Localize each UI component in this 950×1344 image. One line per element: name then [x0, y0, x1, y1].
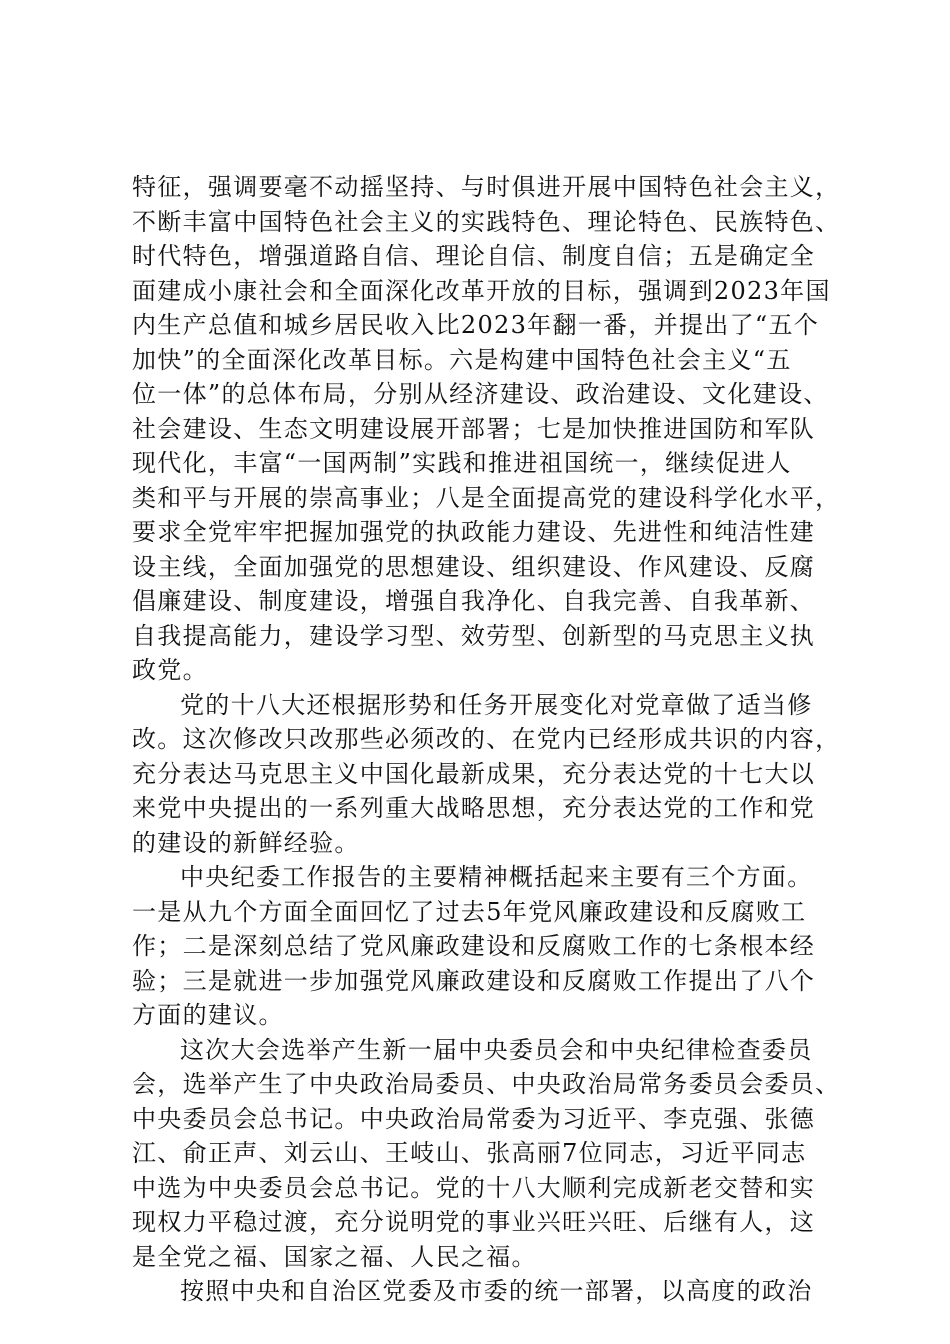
text-line: 江、俞正声、刘云山、王岐山、张高丽7位同志，习近平同志	[132, 1139, 807, 1167]
text-line: 政党。	[132, 656, 208, 684]
text-line: 倡廉建设、制度建设，增强自我净化、自我完善、自我革新、	[132, 587, 816, 615]
text-line: 时代特色，增强道路自信、理论自信、制度自信；五是确定全	[132, 242, 816, 270]
text-line: 改。这次修改只改那些必须改的、在党内已经形成共识的内容，	[132, 725, 841, 753]
paragraph	[132, 860, 832, 1033]
text-line: 来党中央提出的一系列重大战略思想，充分表达党的工作和党	[132, 794, 816, 822]
text-line: 党的十八大还根据形势和任务开展变化对党章做了适当修	[180, 690, 813, 719]
text-line: 作；二是深刻总结了党风廉政建设和反腐败工作的七条根本经	[132, 932, 816, 960]
text-line: 加快”的全面深化改革目标。六是构建中国特色社会主义“五	[132, 345, 792, 374]
text-line: 一是从九个方面全面回忆了过去5年党风廉政建设和反腐败工	[132, 897, 807, 926]
text-line: 中央纪委工作报告的主要精神概括起来主要有三个方面。	[180, 863, 813, 891]
text-line: 内生产总值和城乡居民收入比2023年翻一番，并提出了“五个	[132, 311, 820, 339]
paragraph	[132, 1033, 841, 1275]
text-line: 的建设的新鲜经验。	[132, 828, 360, 857]
text-line: 不断丰富中国特色社会主义的实践特色、理论特色、民族特色、	[132, 207, 841, 236]
text-line: 现权力平稳过渡，充分说明党的事业兴旺兴旺、后继有人，这	[132, 1208, 816, 1236]
text-line: 类和平与开展的崇高事业；八是全面提高党的建设科学化水平，	[132, 483, 841, 512]
paragraph	[132, 170, 841, 688]
text-line: 位一体”的总体布局，分别从经济建设、政治建设、文化建设、	[132, 380, 829, 408]
text-line: 是全党之福、国家之福、人民之福。	[132, 1242, 537, 1271]
text-line: 方面的建议。	[132, 1001, 284, 1029]
text-line: 要求全党牢牢把握加强党的执政能力建设、先进性和纯洁性建	[132, 518, 816, 546]
text-line: 这次大会选举产生新一届中央委员会和中央纪律检查委员	[180, 1035, 813, 1064]
text-line: 面建成小康社会和全面深化改革开放的目标，强调到2023年国	[132, 276, 831, 305]
text-line: 会，选举产生了中央政治局委员、中央政治局常务委员会委员、	[132, 1070, 841, 1098]
text-line: 按照中央和自治区党委及市委的统一部署，以高度的政治	[180, 1277, 813, 1305]
text-line: 现代化，丰富“一国两制”实践和推进祖国统一，继续促进人	[132, 449, 792, 477]
text-line: 验；三是就进一步加强党风廉政建设和反腐败工作提出了八个	[132, 966, 816, 995]
document-body	[132, 170, 841, 1309]
paragraph	[132, 1274, 832, 1309]
text-line: 中央委员会总书记。中央政治局常委为习近平、李克强、张德	[132, 1104, 816, 1133]
text-line: 中选为中央委员会总书记。党的十八大顺利完成新老交替和实	[132, 1173, 816, 1202]
text-line: 充分表达马克思主义中国化最新成果，充分表达党的十七大以	[132, 759, 816, 788]
text-line: 设主线，全面加强党的思想建设、组织建设、作风建设、反腐	[132, 552, 816, 581]
text-line: 自我提高能力，建设学习型、效劳型、创新型的马克思主义执	[132, 621, 816, 650]
paragraph	[132, 688, 841, 861]
text-line: 社会建设、生态文明建设展开部署；七是加快推进国防和军队	[132, 414, 816, 443]
text-line: 特征，强调要毫不动摇坚持、与时俱进开展中国特色社会主义，	[132, 173, 841, 201]
